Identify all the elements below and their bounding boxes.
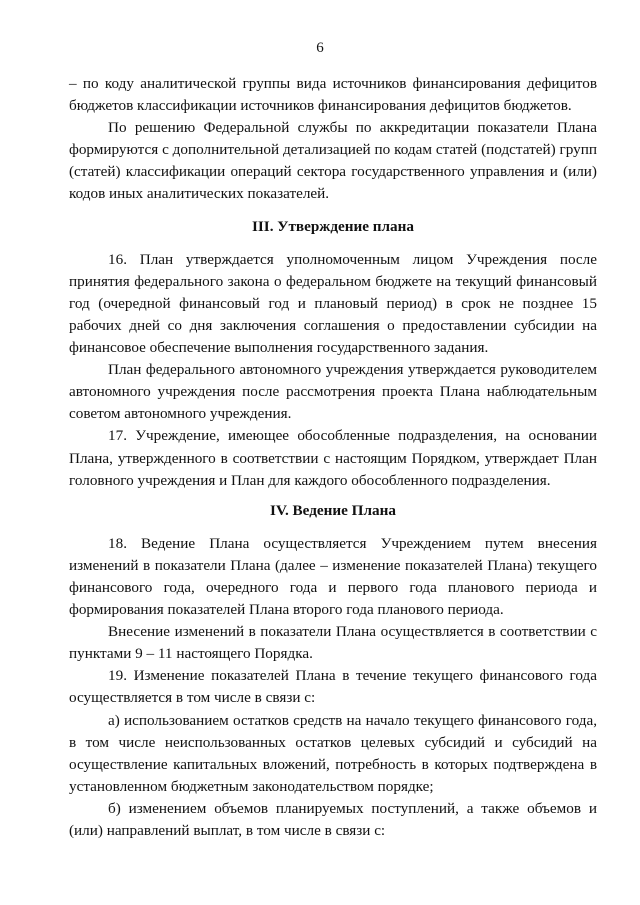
paragraph: 16. План утверждается уполномоченным лицом Учреждения после принятия федерального закона о федеральном бюджете на текущий финансовый год (очередной финансовый год и плановый период) в срок не позднее 15 рабочих дней со дня заключения соглашения о предоставлении субсидии на финансовое обеспечение выполнения государственного задания. xyxy=(69,250,597,357)
paragraph: Внесение изменений в показатели Плана осуществляется в соответствии с пунктами 9 – 11 настоящего Порядка. xyxy=(69,623,597,663)
paragraph: По решению Федеральной службы по аккредитации показатели Плана формируются с дополнительной детализацией по кодам статей (подстатей) групп (статей) классификации операций сектора государственного управления и (или) кодов иных аналитических показателей. xyxy=(69,119,597,203)
section-heading-maintenance: IV. Ведение Плана xyxy=(270,501,396,519)
paragraph: 17. Учреждение, имеющее обособленные подразделения, на основании Плана, утвержденного в соответствии с настоящим Порядком, утверждает План головного учреждения и План для каждого обособленного подразделения. xyxy=(69,427,597,489)
page-number: 6 xyxy=(316,40,324,56)
paragraph: – по коду аналитической группы вида источников финансирования дефицитов бюджетов классификации источников финансирования дефицитов бюджетов. xyxy=(69,75,597,115)
paragraph: б) изменением объемов планируемых поступлений, а также объемов и (или) направлений выплат, в том числе в связи с: xyxy=(69,799,597,839)
section-heading-approval: III. Утверждение плана xyxy=(251,217,414,235)
paragraph: 18. Ведение Плана осуществляется Учреждением путем внесения изменений в показатели Плана (далее – изменение показателей Плана) текущего финансового года, очередного года и первого года планового периода и формирования показателей Плана второго года планового периода. xyxy=(69,534,597,619)
paragraph: 19. Изменение показателей Плана в течение текущего финансового года осуществляется в том числе в связи с: xyxy=(69,667,597,707)
document-body xyxy=(69,73,597,842)
paragraph: а) использованием остатков средств на начало текущего финансового года, в том числе неиспользованных остатков целевых субсидий и субсидий на осуществление капитальных вложений, потребность в которых подтверждена в установленном бюджетным законодательством порядке; xyxy=(69,711,597,795)
paragraph: План федерального автономного учреждения утверждается руководителем автономного учреждения после рассмотрения проекта Плана наблюдательным советом автономного учреждения. xyxy=(69,361,597,423)
